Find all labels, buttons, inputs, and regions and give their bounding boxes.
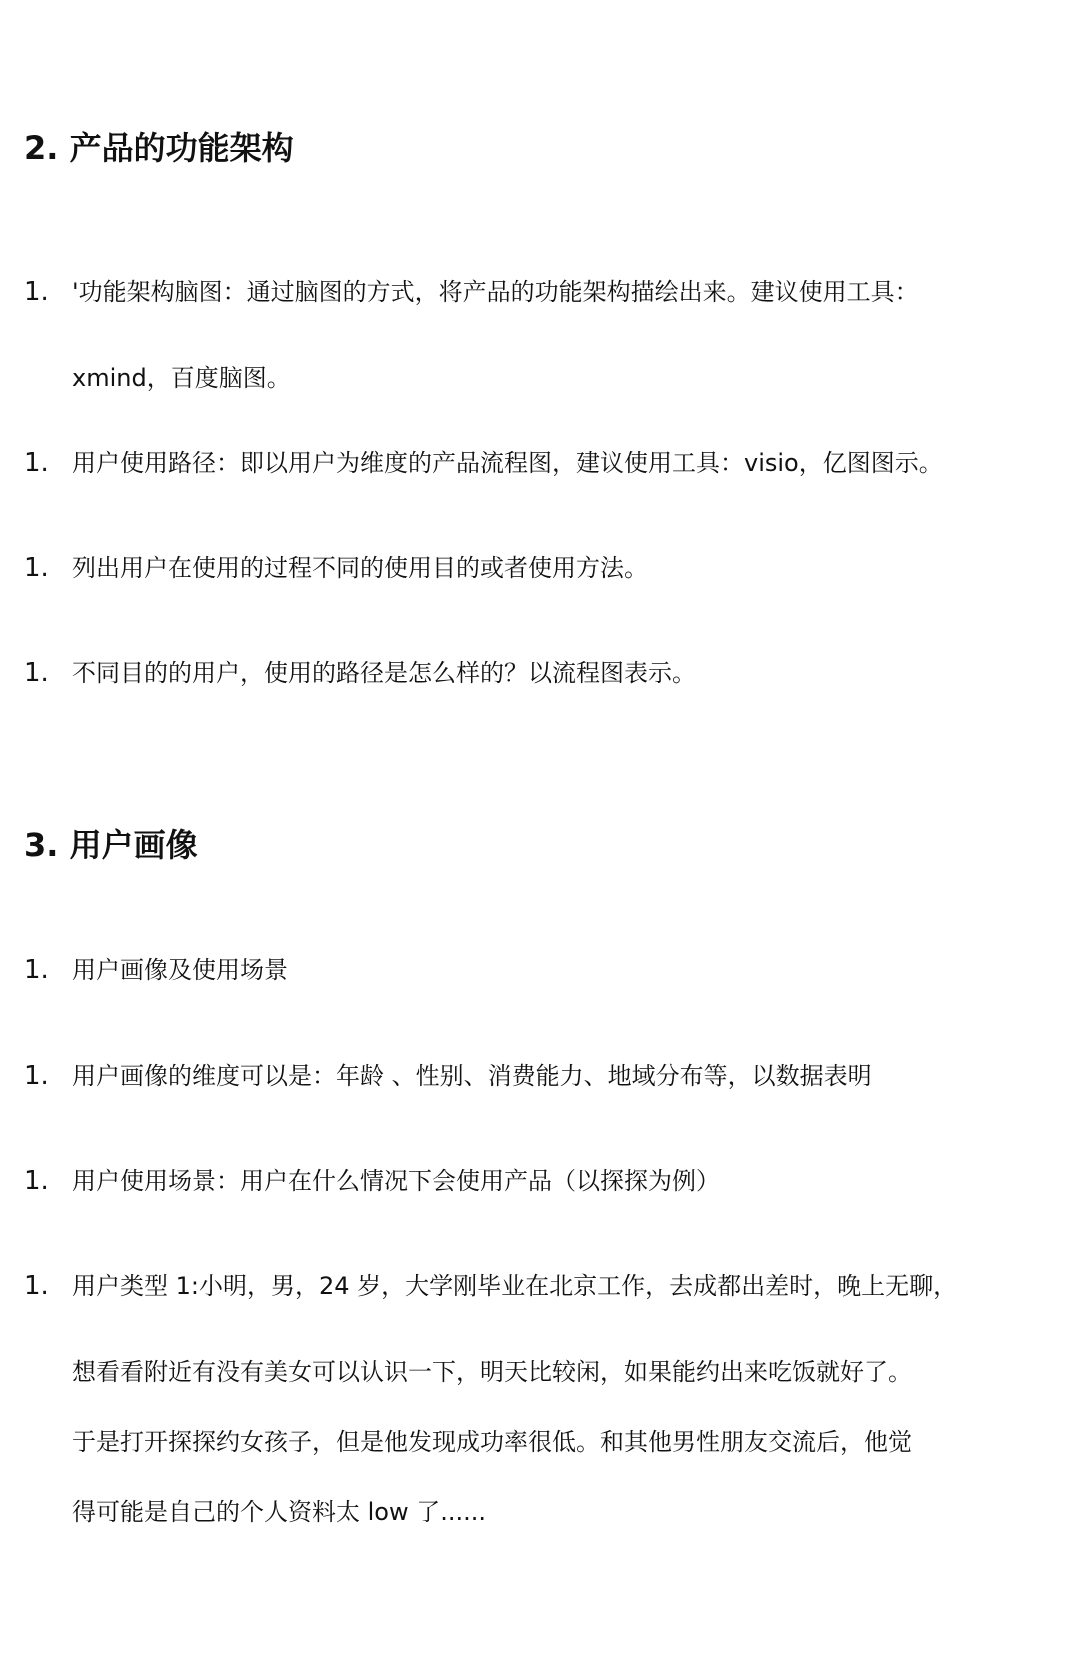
- list-item-text-continuation: 得可能是自己的个人资料太 low 了......: [72, 1498, 487, 1526]
- list-item-text-continuation: 于是打开探探约女孩子，但是他发现成功率很低。和其他男性朋友交流后，他觉: [72, 1428, 912, 1456]
- list-item-text: 用户画像的维度可以是：年龄 、性别、消费能力、地域分布等，以数据表明: [72, 1062, 872, 1090]
- list-item: [24, 274, 1040, 310]
- list-item-text: 用户类型 1:小明，男，24 岁，大学刚毕业在北京工作，去成都出差时，晚上无聊，: [72, 1272, 958, 1300]
- list-number: 1.: [24, 955, 49, 985]
- list-item-text: 用户使用场景：用户在什么情况下会使用产品（以探探为例）: [72, 1167, 720, 1195]
- list-number: 1.: [24, 658, 49, 688]
- list-number: 1.: [24, 448, 49, 478]
- list-number: 1.: [24, 1061, 49, 1091]
- list-item-text: 用户画像及使用场景: [72, 956, 288, 984]
- list-number: 1.: [24, 277, 49, 307]
- section-heading-3: 3. 用户画像: [24, 826, 198, 864]
- list-item-text: 用户使用路径：即以用户为维度的产品流程图，建议使用工具：visio，亿图图示。: [72, 449, 943, 477]
- list-item: [24, 1163, 1040, 1199]
- list-item: [24, 550, 1040, 586]
- section-heading-2: 2. 产品的功能架构: [24, 129, 294, 167]
- list-item-text: '功能架构脑图：通过脑图的方式，将产品的功能架构描绘出来。建议使用工具：: [72, 278, 919, 306]
- list-item-text-continuation: 想看看附近有没有美女可以认识一下，明天比较闲，如果能约出来吃饭就好了。: [72, 1358, 912, 1386]
- list-item-text-continuation: xmind，百度脑图。: [72, 364, 291, 392]
- list-item: [24, 655, 1040, 691]
- list-item: [24, 1058, 1040, 1094]
- list-item: [24, 1268, 1040, 1304]
- list-item: [24, 952, 1040, 988]
- list-item-text: 不同目的的用户，使用的路径是怎么样的？以流程图表示。: [72, 659, 696, 687]
- list-item-text: 列出用户在使用的过程不同的使用目的或者使用方法。: [72, 554, 648, 582]
- list-number: 1.: [24, 1166, 49, 1196]
- list-number: 1.: [24, 1271, 49, 1301]
- list-number: 1.: [24, 553, 49, 583]
- list-item: [24, 445, 1040, 481]
